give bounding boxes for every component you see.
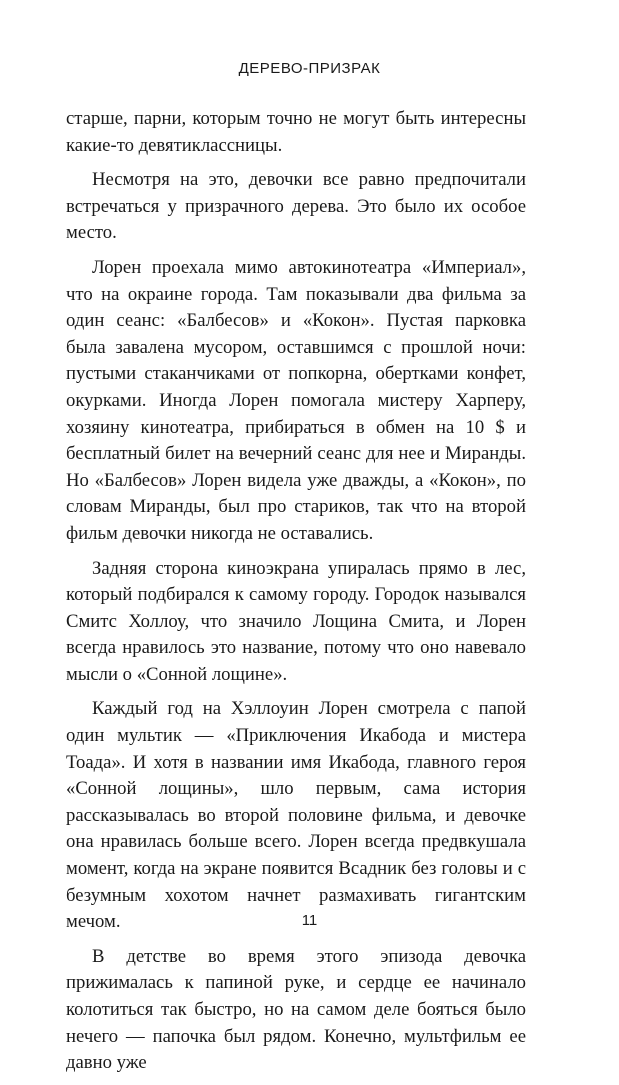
paragraph: Задняя сторона киноэкрана упиралась прямо в лес, который подбирался к самому городу. Городок назывался Смитс Холлоу, что значило Лощина Смита, и Лорен всегда нравилось это название, потому что оно навевало мысли о «Сонной лощине». [66, 557, 526, 685]
paragraph: Каждый год на Хэллоуин Лорен смотрела с папой один мультик — «Приключения Икабода и мистера Тоада». И хотя в названии имя Икабода, главного героя «Сонной лощины», шло первым, сама история рассказывалась во второй половине фильма, и девочке она нравилась больше всего. Лорен всегда предвкушала момент, когда на экране появится Всадник без головы и с безумным хохотом начнет размахивать гигантским мечом. [66, 698, 526, 933]
running-head: ДЕРЕВО-ПРИЗРАК [238, 60, 381, 77]
paragraph: Лорен проехала мимо автокинотеатра «Империал», что на окраине города. Там показывали два фильма за один сеанс: «Балбесов» и «Кокон». Пустая парковка была завалена мусором, оставшимся с прошлой ночи: пустыми стаканчиками от попкорна, обертками конфет, окурками. Иногда Лорен помогала мистеру Харперу, хозяину кинотеатра, прибираться в обмен на 10 $ и бесплатный билет на вечерний сеанс для нее и Миранды. Но «Балбесов» Лорен видела уже дважды, а «Кокон», по словам Миранды, был про стариков, так что на второй фильм девочки никогда не оставались. [66, 256, 526, 544]
paragraph: В детстве во время этого эпизода девочка прижималась к папиной руке, и сердце ее начинало колотиться так быстро, но на самом деле бояться было нечего — папочка был рядом. Конечно, мультфильм ее давно уже [66, 945, 526, 1074]
page-number: 11 [301, 912, 318, 929]
paragraph: Несмотря на это, девочки все равно предпочитали встречаться у призрачного дерева. Это было их особое место. [66, 169, 526, 244]
paragraph-continued: старше, парни, которым точно не могут быть интересны какие-то девятиклассницы. [66, 108, 526, 156]
body-text [66, 106, 526, 1085]
